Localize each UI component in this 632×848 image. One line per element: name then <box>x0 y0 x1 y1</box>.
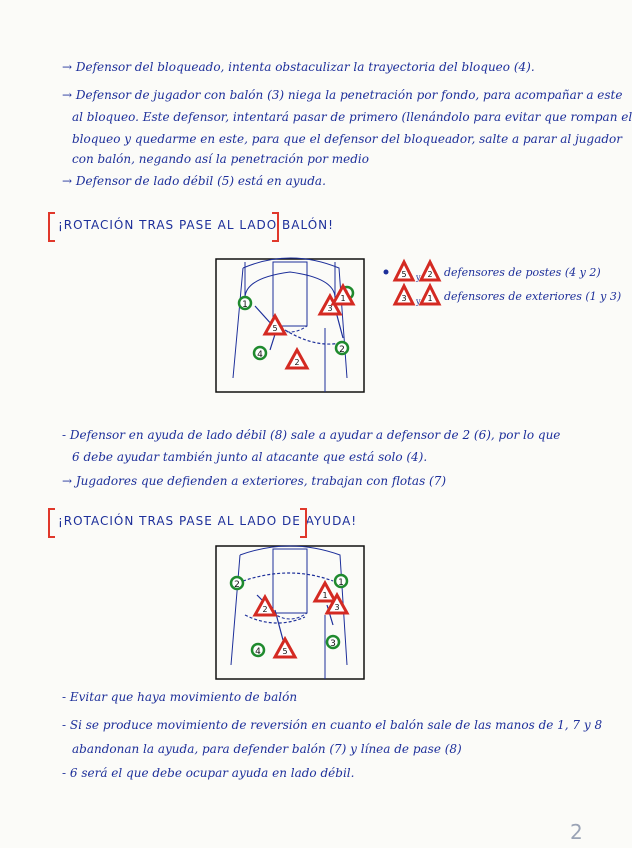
title-bracket-right <box>300 508 307 538</box>
defense-player-5 <box>275 639 295 657</box>
svg-text:2: 2 <box>294 358 300 367</box>
text-line: abandonan la ayuda, para defender balón (7) y línea de pase (8) <box>72 742 462 756</box>
svg-text:5: 5 <box>272 324 278 333</box>
defense-player-5 <box>265 316 285 334</box>
text-line: - Evitar que haya movimiento de balón <box>62 690 298 704</box>
svg-text:3: 3 <box>334 603 340 612</box>
legend-exteriors-label: defensores de exteriores (1 y 3) <box>444 290 622 303</box>
offense-player-1 <box>239 297 251 310</box>
legend-icons <box>382 260 442 308</box>
defense-player-2 <box>287 350 307 368</box>
three-point-line <box>245 262 335 298</box>
svg-text:3: 3 <box>327 304 333 313</box>
text-line: - Defensor en ayuda de lado débil (8) sale a ayudar a defensor de 2 (6), por lo que <box>62 428 561 442</box>
title-bracket-left <box>48 508 55 538</box>
text-line: con balón, negando así la penetración por medio <box>72 152 369 166</box>
svg-text:5: 5 <box>401 270 407 279</box>
svg-text:1: 1 <box>340 294 346 303</box>
svg-text:1: 1 <box>242 300 248 310</box>
svg-text:2: 2 <box>262 605 268 614</box>
svg-text:4: 4 <box>255 647 261 657</box>
title-bracket-left <box>48 212 55 242</box>
paint <box>273 549 307 613</box>
text-line: → Defensor de lado débil (5) está en ayuda. <box>62 174 326 188</box>
title-bracket-right <box>272 212 279 242</box>
svg-text:2: 2 <box>234 580 240 590</box>
defense-player-1 <box>315 583 335 601</box>
text-line: - 6 será el que debe ocupar ayuda en lado débil. <box>62 766 355 780</box>
svg-text:4: 4 <box>257 350 263 360</box>
text-line: → Jugadores que defienden a exteriores, trabajan con flotas (7) <box>62 474 447 488</box>
bullet-icon <box>384 270 389 275</box>
offense-player-2 <box>336 342 348 355</box>
svg-text:2: 2 <box>339 345 345 355</box>
svg-text:1: 1 <box>338 578 344 588</box>
text-line: bloqueo y quedarme en este, para que el defensor del bloqueador, salte a parar al jugador <box>72 132 623 146</box>
offense-player-4 <box>252 644 264 657</box>
court-diagram-1 <box>215 258 365 393</box>
svg-text:5: 5 <box>282 647 288 656</box>
text-line: al bloqueo. Este defensor, intentará pasar de primero (llenándolo para evitar que rompan el <box>72 110 632 124</box>
legend-triangle-1 <box>421 286 439 304</box>
legend-triangle-5 <box>395 262 413 280</box>
legend-triangle-3 <box>395 286 413 304</box>
offense-player-4 <box>254 347 266 360</box>
court-diagram-2 <box>215 545 365 680</box>
section-title: ¡ROTACIÓN TRAS PASE AL LADO BALÓN! <box>58 218 334 232</box>
svg-text:3: 3 <box>401 294 407 303</box>
svg-text:1: 1 <box>322 591 328 600</box>
legend-posts-label: defensores de postes (4 y 2) <box>444 266 601 279</box>
svg-text:2: 2 <box>427 270 433 279</box>
legend-triangle-2 <box>421 262 439 280</box>
text-line: 6 debe ayudar también junto al atacante que está solo (4). <box>72 450 428 464</box>
pass-line <box>243 573 333 581</box>
free-throw-arc <box>273 613 307 619</box>
offense-player-3 <box>327 636 339 649</box>
section-title: ¡ROTACIÓN TRAS PASE AL LADO DE AYUDA! <box>58 514 358 528</box>
legend-y: y <box>416 273 421 282</box>
defense-player-2 <box>255 597 275 615</box>
offense-player-2 <box>231 577 243 590</box>
page-number: 2 <box>570 820 583 844</box>
svg-text:1: 1 <box>427 294 433 303</box>
svg-text:3: 3 <box>330 639 336 649</box>
legend-y: y <box>416 297 421 306</box>
text-line: - Si se produce movimiento de reversión en cuanto el balón sale de las manos de 1, 7 y 8 <box>62 718 603 732</box>
text-line: → Defensor del bloqueado, intenta obstaculizar la trayectoria del bloqueo (4). <box>62 60 535 74</box>
text-line: → Defensor de jugador con balón (3) niega la penetración por fondo, para acompañar a este <box>62 88 623 102</box>
offense-player-1 <box>335 575 347 588</box>
